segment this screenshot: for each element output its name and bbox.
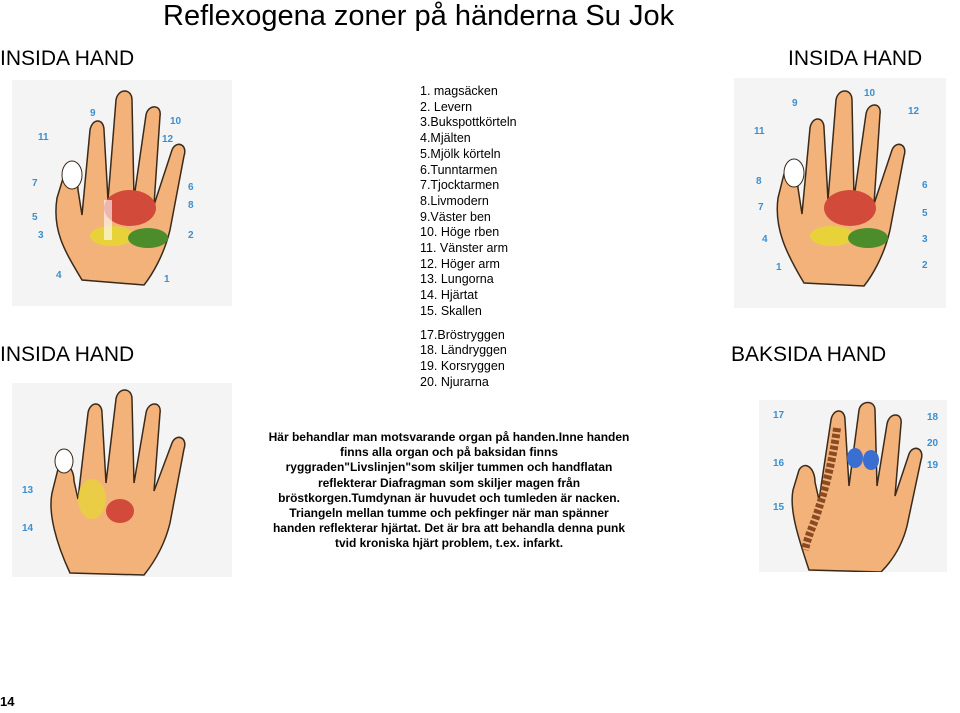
fig1-label: 10	[170, 116, 182, 127]
fig2-label: 5	[922, 208, 928, 219]
description-paragraph: Här behandlar man motsvarande organ på handen.Inne handen finns alla organ och på baksidan finns ryggraden"Livslinjen"som skiljer tummen och handflatan reflekterar Diafragman som skiljer magen från bröstkorgen.Tumdynan är huvudet och tumleden är nacken. Triangeln mellan tumme och pekfinger när man spänner handen reflekterar hjärtat. Det är bra att behandla denna punk tvid kroniska hjärt problem, t.ex. infarkt.	[268, 430, 630, 551]
fig2-label: 4	[762, 234, 768, 245]
legend-item: 20. Njurarna	[420, 374, 489, 389]
legend-item: 17.Bröstryggen	[420, 327, 505, 342]
hand-figure-inside-3	[12, 383, 232, 577]
fig2-label: 12	[908, 106, 920, 117]
fig1-label: 9	[90, 108, 96, 119]
fig1-label: 7	[32, 178, 38, 189]
page-number: 14	[0, 694, 15, 709]
fig1-label: 12	[162, 134, 174, 145]
hand-figure-inside-2	[734, 78, 946, 308]
label-mid-right: BAKSIDA HAND	[731, 343, 887, 366]
legend-item: 2. Levern	[420, 99, 473, 114]
legend-item: 12. Höger arm	[420, 256, 500, 271]
fig1-label: 3	[38, 230, 44, 241]
legend-item: 9.Väster ben	[420, 209, 491, 224]
legend-item: 6.Tunntarmen	[420, 162, 498, 177]
fig1-label: 6	[188, 182, 194, 193]
fig4-label: 19	[927, 460, 939, 471]
fig1-label: 1	[164, 274, 170, 285]
fig4-label: 17	[773, 410, 785, 421]
label-top-right: INSIDA HAND	[788, 47, 923, 70]
fig2-label: 2	[922, 260, 928, 271]
legend-item: 19. Korsryggen	[420, 358, 505, 373]
hand-figure-inside-1	[12, 80, 232, 306]
fig4-label: 16	[773, 458, 785, 469]
fig1-label: 2	[188, 230, 194, 241]
label-mid-left: INSIDA HAND	[0, 343, 135, 366]
legend-item: 3.Bukspottkörteln	[420, 115, 517, 130]
legend-item: 14. Hjärtat	[420, 288, 478, 303]
legend-item: 11. Vänster arm	[420, 241, 509, 256]
hand-figure-back	[759, 400, 947, 572]
fig4-label: 15	[773, 502, 785, 513]
legend-item: 1. magsäcken	[420, 84, 498, 98]
fig1-label: 11	[38, 132, 49, 143]
legend-item: 8.Livmodern	[420, 193, 489, 208]
legend-item: 18. Ländryggen	[420, 343, 507, 358]
legend-item: 10. Höge rben	[420, 225, 500, 240]
fig1-label: 5	[32, 212, 38, 223]
legend-item: 4.Mjälten	[420, 131, 471, 146]
fig4-label: 18	[927, 412, 939, 423]
fig2-label: 11	[754, 126, 765, 137]
legend-item: 7.Tjocktarmen	[420, 178, 500, 193]
fig1-label: 8	[188, 200, 194, 211]
fig2-label: 8	[756, 176, 762, 187]
legend-item: 15. Skallen	[420, 303, 482, 318]
page-title: Reflexogena zoner på händerna Su Jok	[163, 0, 675, 32]
legend-item: 5.Mjölk körteln	[420, 146, 501, 161]
fig3-label: 14	[22, 523, 34, 534]
label-top-left: INSIDA HAND	[0, 47, 135, 70]
fig3-label: 13	[22, 485, 34, 496]
fig1-label: 4	[56, 270, 62, 281]
fig2-label: 3	[922, 234, 928, 245]
organ-legend	[420, 84, 517, 390]
fig2-label: 7	[758, 202, 764, 213]
legend-item: 13. Lungorna	[420, 272, 494, 287]
fig2-label: 9	[792, 98, 798, 109]
fig2-label: 10	[864, 88, 876, 99]
fig2-label: 6	[922, 180, 928, 191]
fig4-label: 20	[927, 438, 939, 449]
fig2-label: 1	[776, 262, 782, 273]
